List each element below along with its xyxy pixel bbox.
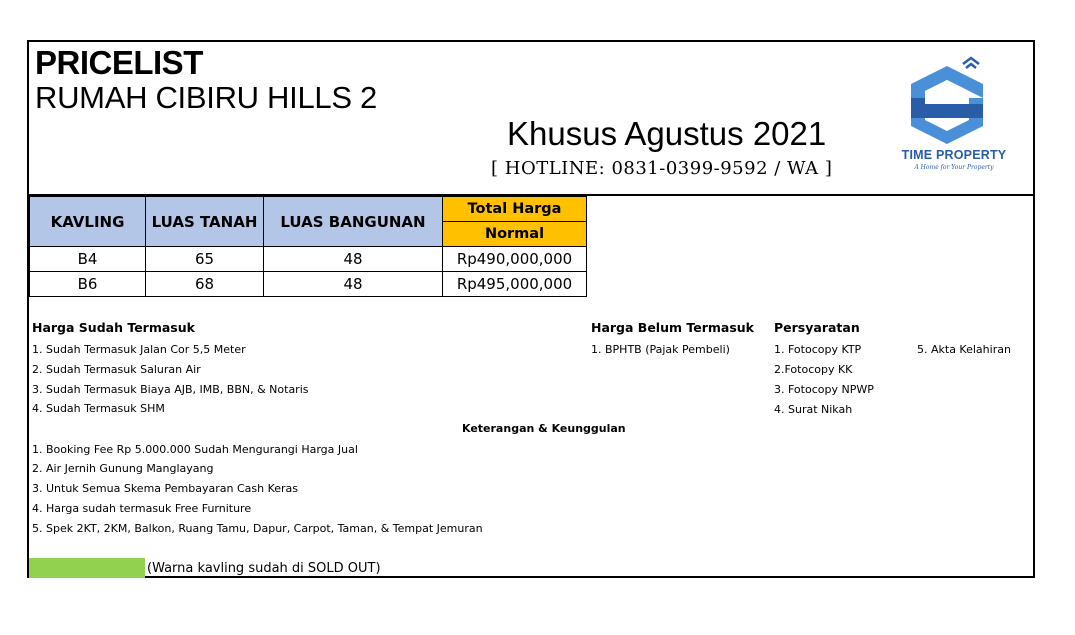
cell-kavling: B4 (30, 247, 146, 272)
cell-luas-bangunan: 48 (264, 247, 443, 272)
hotline-text: [ HOTLINE: 0831-0399-9592 / WA ] (491, 158, 833, 179)
col-header-normal: Normal (443, 222, 587, 247)
keterangan-item: 2. Air Jernih Gunung Manglayang (32, 462, 214, 475)
promo-heading: Khusus Agustus 2021 (507, 115, 827, 152)
persyaratan-item: 1. Fotocopy KTP (774, 343, 862, 356)
keterangan-item: 3. Untuk Semua Skema Pembayaran Cash Keras (32, 482, 298, 495)
col-header-kavling: KAVLING (30, 197, 146, 247)
harga-sudah-item: 3. Sudah Termasuk Biaya AJB, IMB, BBN, & Notaris (32, 383, 309, 396)
cell-luas-tanah: 65 (146, 247, 264, 272)
persyaratan-item: 3. Fotocopy NPWP (774, 383, 874, 396)
sold-out-color-swatch (29, 558, 145, 578)
cell-luas-tanah: 68 (146, 272, 264, 297)
harga-belum-title: Harga Belum Termasuk (591, 320, 754, 335)
harga-belum-item: 1. BPHTB (Pajak Pembeli) (591, 343, 730, 356)
cell-luas-bangunan: 48 (264, 272, 443, 297)
col-header-luas-bangunan: LUAS BANGUNAN (264, 197, 443, 247)
keterangan-title: Keterangan & Keunggulan (462, 422, 626, 435)
logo-brand-name: TIME PROPERTY (901, 148, 1007, 162)
keterangan-item: 5. Spek 2KT, 2KM, Balkon, Ruang Tamu, Dapur, Carpot, Taman, & Tempat Jemuran (32, 522, 483, 535)
persyaratan-item: 5. Akta Kelahiran (917, 343, 1011, 356)
cell-kavling: B6 (30, 272, 146, 297)
harga-sudah-item: 2. Sudah Termasuk Saluran Air (32, 363, 201, 376)
price-table (29, 196, 587, 297)
cell-harga: Rp495,000,000 (443, 272, 587, 297)
keterangan-item: 4. Harga sudah termasuk Free Furniture (32, 502, 252, 515)
project-name: RUMAH CIBIRU HILLS 2 (35, 80, 377, 115)
table-row (30, 247, 587, 272)
logo-tagline: A Home for Your Property (914, 164, 994, 171)
cell-harga: Rp490,000,000 (443, 247, 587, 272)
table-row (30, 272, 587, 297)
sold-out-legend-note: (Warna kavling sudah di SOLD OUT) (147, 561, 381, 576)
col-header-luas-tanah: LUAS TANAH (146, 197, 264, 247)
harga-sudah-item: 4. Sudah Termasuk SHM (32, 402, 165, 415)
persyaratan-title: Persyaratan (774, 320, 860, 335)
harga-sudah-item: 1. Sudah Termasuk Jalan Cor 5,5 Meter (32, 343, 246, 356)
pricelist-sheet (27, 40, 1035, 578)
harga-sudah-title: Harga Sudah Termasuk (32, 320, 195, 335)
keterangan-item: 1. Booking Fee Rp 5.000.000 Sudah Mengurangi Harga Jual (32, 443, 358, 456)
page-title: PRICELIST (35, 44, 203, 81)
col-header-total-harga: Total Harga (443, 197, 587, 222)
company-logo (889, 54, 1019, 179)
house-s-logo-icon (903, 54, 1005, 146)
persyaratan-item: 2.Fotocopy KK (774, 363, 853, 376)
persyaratan-item: 4. Surat Nikah (774, 403, 853, 416)
